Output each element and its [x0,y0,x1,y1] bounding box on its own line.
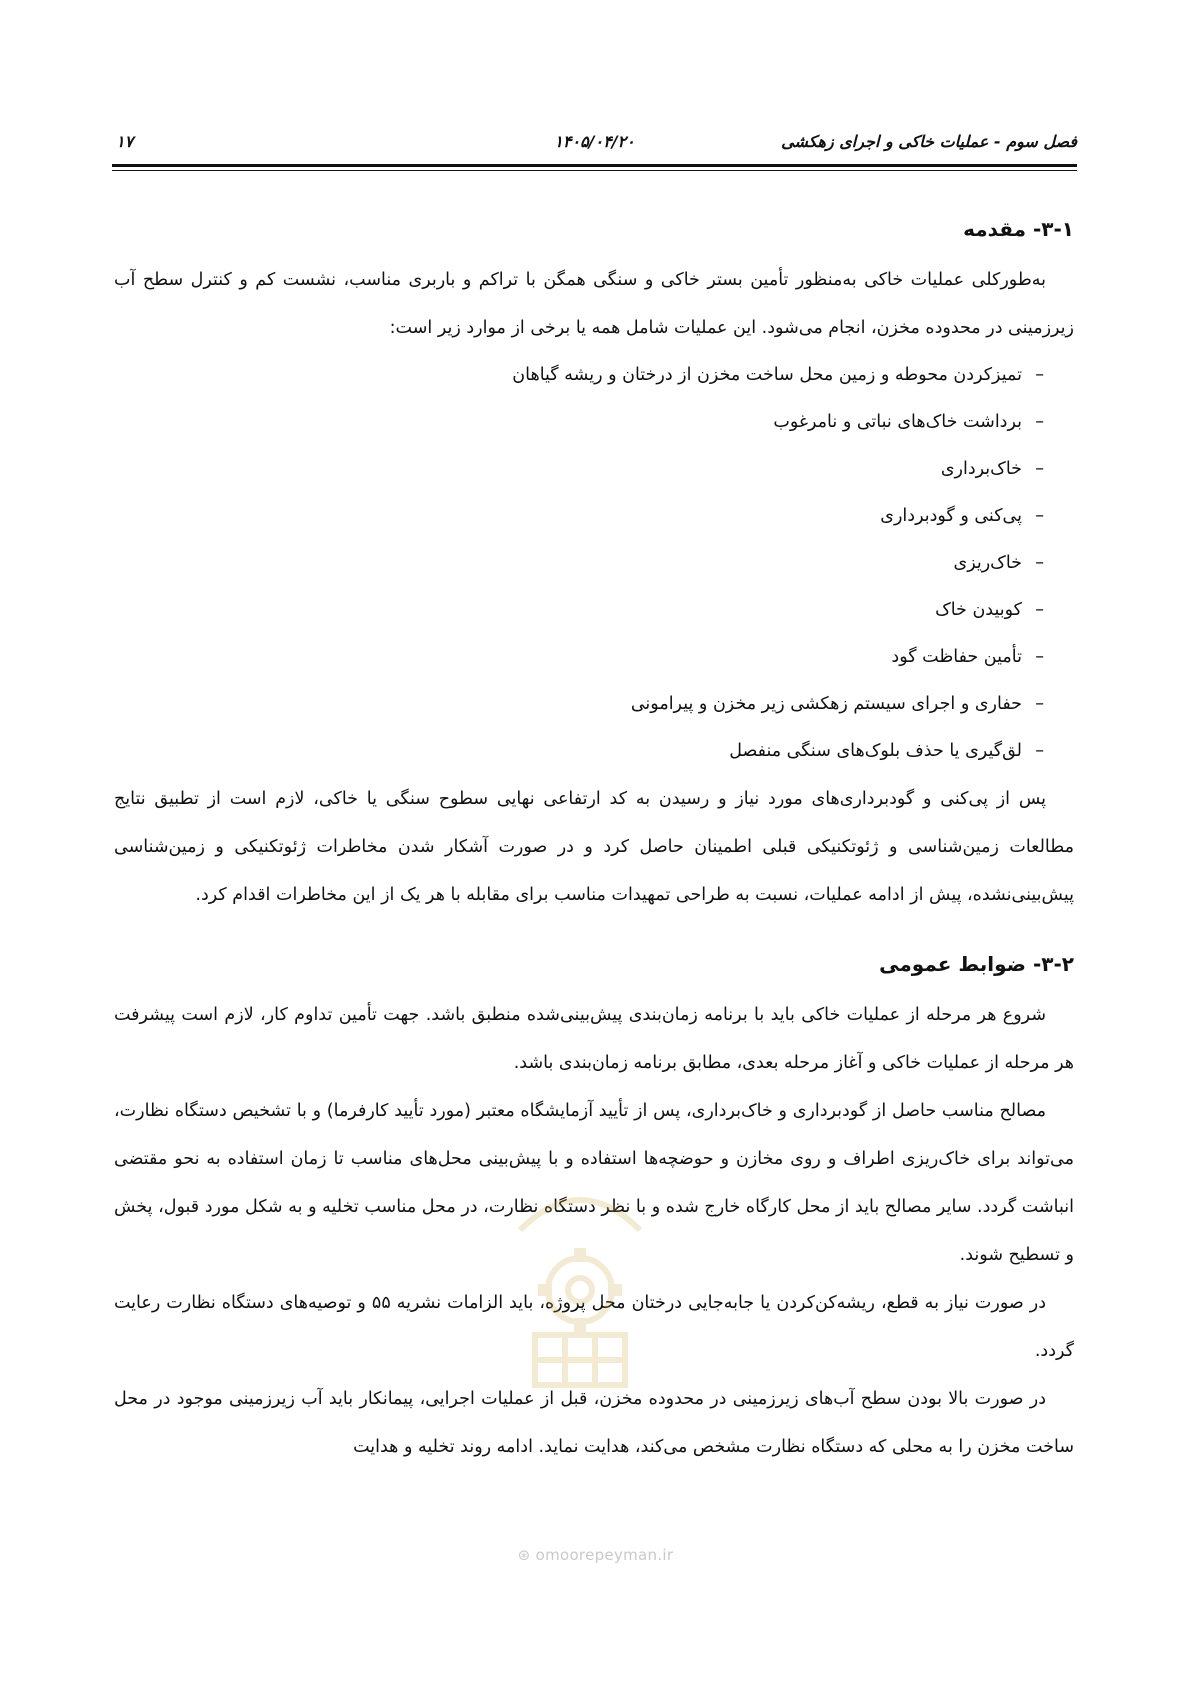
header-date: ۱۴۰۵/۰۴/۲۰ [554,132,635,151]
list-item: – تمیزکردن محوطه و زمین محل ساخت مخزن از درختان و ریشه گیاهان [114,352,1044,399]
section-heading-intro: ۳-۱- مقدمه [963,217,1074,241]
list-item: – تأمین حفاظت گود [114,634,1044,681]
body-paragraph: شروع هر مرحله از عملیات خاکی باید با برنامه زمان‌بندی پیش‌بینی‌شده منطبق باشد. جهت تأمین تداوم کار، لازم است پیشرفت هر مرحله از عملیات خاکی و آغاز مرحله بعدی، مطابق برنامه زمان‌بندی باشد. [114,1005,1074,1073]
body-paragraph: مصالح مناسب حاصل از گودبرداری و خاک‌برداری، پس از تأیید آزمایشگاه معتبر (مورد تأیید کارفرما) و با تشخیص دستگاه نظارت، می‌تواند برای خاک‌ریزی اطراف و روی مخازن و حوضچه‌ها استفاده و با پیش‌بینی محل‌های مناسب تا زمان استفاده به نحو مقتضی انباشت گردد. سایر مصالح باید از محل کارگاه خارج شده و با نظر دستگاه نظارت، در محل مناسب تخلیه و به شکل مورد قبول، پخش و تسطیح شوند. [114,1101,1074,1265]
operations-list [114,352,1074,775]
page-number: ۱۷ [116,132,134,151]
watermark-url [0,1546,1191,1564]
list-item: – لق‌گیری یا حذف بلوک‌های سنگی منفصل [114,728,1044,775]
list-item: – پی‌کنی و گودبرداری [114,493,1044,540]
chapter-title: فصل سوم - عملیات خاکی و اجرای زهکشی [781,132,1077,151]
section-heading-general-rules: ۳-۲- ضوابط عمومی [879,952,1074,976]
watermark-url-text: omoorepeyman.ir [535,1546,674,1564]
watermark-seal-icon [480,1160,680,1400]
list-item: – خاک‌ریزی [114,540,1044,587]
header-rule-thin [112,170,1077,171]
list-item: – حفاری و اجرای سیستم زهکشی زیر مخزن و پیرامونی [114,681,1044,728]
body-paragraph: در صورت نیاز به قطع، ریشه‌کن‌کردن یا جابه‌جایی درختان محل پروژه، باید الزامات نشریه ۵۵ و توصیه‌های دستگاه نظارت رعایت گردد. [114,1293,1074,1361]
intro-paragraph: به‌طورکلی عملیات خاکی به‌منظور تأمین بستر خاکی و سنگی همگن با تراکم و باربری مناسب، نشست کم و کنترل سطح آب زیرزمینی در محدوده مخزن، انجام می‌شود. این عملیات شامل همه یا برخی از موارد زیر است: [114,270,1074,338]
body-paragraph: در صورت بالا بودن سطح آب‌های زیرزمینی در محدوده مخزن، قبل از عملیات اجرایی، پیمانکار باید آب زیرزمینی موجود در محل ساخت مخزن را به محلی که دستگاه نظارت مشخص می‌کند، هدایت نماید. ادامه روند تخلیه و هدایت [114,1389,1074,1457]
page-header [112,128,1077,160]
watermark-logo-icon: ⊛ [517,1546,536,1564]
header-rule-thick [112,164,1077,167]
closing-paragraph: پس از پی‌کنی و گودبرداری‌های مورد نیاز و رسیدن به کد ارتفاعی نهایی سطوح سنگی یا خاکی، لازم است از تطبیق نتایج مطالعات زمین‌شناسی و ژئوتکنیکی قبلی اطمینان حاصل کرد و در صورت آشکار شدن مخاطرات ژئوتکنیکی و زمین‌شناسی پیش‌بینی‌نشده، پیش از ادامه عملیات، نسبت به طراحی تمهیدات مناسب برای مقابله با هر یک از این مخاطرات اقدام کرد. [114,789,1074,905]
list-item: – کوبیدن خاک [114,587,1044,634]
list-item: – برداشت خاک‌های نباتی و نامرغوب [114,399,1044,446]
list-item: – خاک‌برداری [114,446,1044,493]
